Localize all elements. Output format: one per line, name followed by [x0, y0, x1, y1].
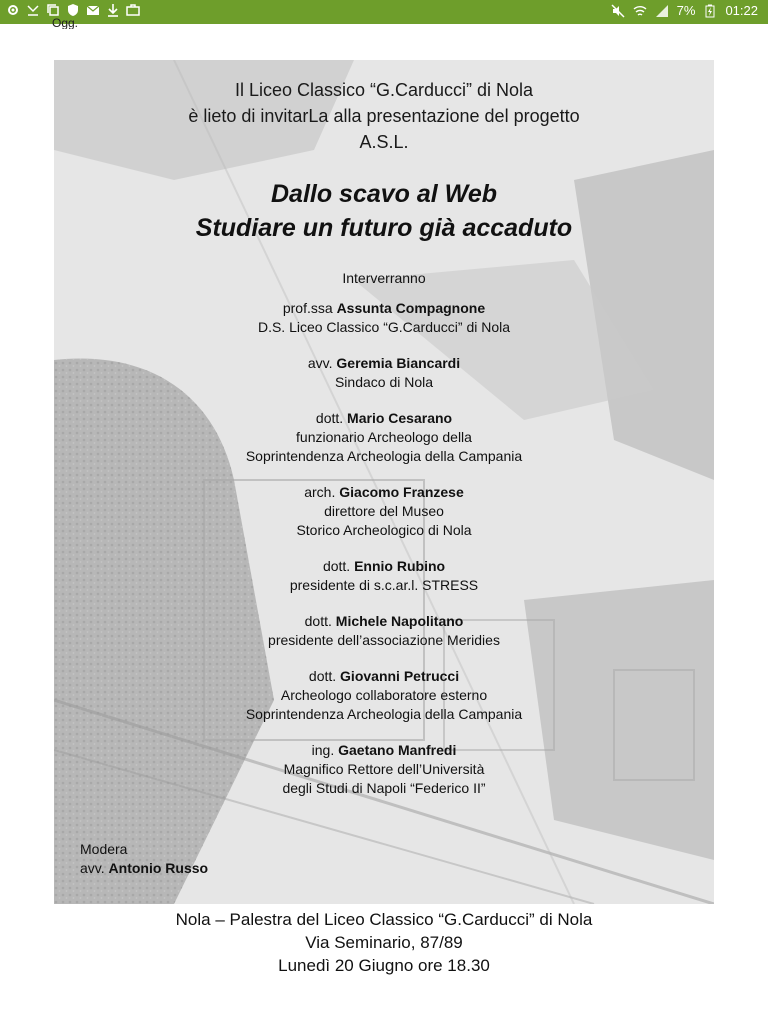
download-icon	[106, 3, 120, 17]
speaker-title: arch.	[304, 484, 336, 500]
speaker-name-line	[54, 483, 714, 502]
speaker-role: Sindaco di Nola	[334, 374, 434, 390]
status-right	[611, 3, 758, 18]
speaker-entry	[54, 557, 714, 595]
speaker-title: avv.	[307, 355, 333, 371]
speaker-role: Magnifico Rettore dell’Università	[283, 761, 485, 777]
speakers-list	[54, 269, 714, 798]
speaker-role: direttore del Museo	[324, 503, 444, 519]
speakers-lead: Interverranno	[342, 270, 426, 286]
speaker-title: prof.ssa	[282, 300, 333, 316]
speaker-role: degli Studi di Napoli “Federico II”	[282, 780, 486, 796]
mute-icon	[611, 4, 625, 18]
speaker-name: Michele Napolitano	[335, 613, 464, 629]
signal-icon	[655, 4, 669, 18]
speaker-name: Geremia Biancardi	[336, 355, 461, 371]
intro-text	[54, 77, 714, 155]
moderator-block	[80, 840, 208, 878]
speaker-name: Giacomo Franzese	[339, 484, 464, 500]
intro-line: è lieto di invitarLa alla presentazione del progetto	[188, 106, 580, 126]
speaker-entry	[54, 409, 714, 466]
wifi-icon	[633, 4, 647, 18]
notification-icons	[6, 3, 140, 17]
speaker-role: presidente di s.c.ar.l. STRESS	[289, 577, 479, 593]
shield-icon	[66, 3, 80, 17]
speaker-name-line	[54, 667, 714, 686]
speaker-role: funzionario Archeologo della	[296, 429, 472, 445]
speaker-name: Gaetano Manfredi	[338, 742, 457, 758]
speaker-entry	[54, 354, 714, 392]
project-title	[54, 177, 714, 245]
speaker-role: Soprintendenza Archeologia della Campania	[245, 448, 523, 464]
speaker-name: Giovanni Petrucci	[340, 668, 460, 684]
copy-icon	[46, 3, 60, 17]
speaker-name-line	[54, 557, 714, 576]
header-label: Ogg.	[52, 17, 79, 29]
speaker-name-line	[54, 354, 714, 373]
mail-icon	[86, 3, 100, 17]
event-venue: Nola – Palestra del Liceo Classico “G.Carducci” di Nola	[175, 910, 593, 929]
speaker-title: ing.	[311, 742, 335, 758]
speaker-title: dott.	[322, 558, 351, 574]
title-line: Studiare un futuro già accaduto	[195, 214, 573, 242]
speaker-title: dott.	[308, 668, 337, 684]
invitation-poster	[54, 60, 714, 904]
title-line: Dallo scavo al Web	[270, 180, 497, 208]
speaker-name-line	[54, 299, 714, 318]
event-address: Via Seminario, 87/89	[305, 933, 463, 952]
intro-line: A.S.L.	[359, 132, 409, 152]
clock: 01:22	[725, 3, 758, 18]
speaker-entry	[54, 612, 714, 650]
speaker-title: dott.	[315, 410, 344, 426]
speaker-role: presidente dell’associazione Meridies	[268, 632, 500, 648]
moderator-line	[80, 859, 208, 878]
moderator-label: Modera	[80, 841, 128, 857]
settings-icon	[6, 3, 20, 17]
event-details	[0, 908, 768, 977]
speaker-title: dott.	[304, 613, 332, 629]
briefcase-icon	[126, 3, 140, 17]
missed-call-icon	[26, 3, 40, 17]
battery-charging-icon	[703, 4, 717, 18]
moderator-name: Antonio Russo	[108, 860, 209, 876]
speaker-role: Soprintendenza Archeologia della Campania	[245, 706, 523, 722]
speaker-name: Assunta Compagnone	[336, 300, 486, 316]
speaker-role: Storico Archeologico di Nola	[296, 522, 472, 538]
speaker-name-line	[54, 409, 714, 428]
poster-content	[54, 60, 714, 815]
status-bar	[0, 0, 768, 24]
speaker-name-line	[54, 741, 714, 760]
speaker-entry	[54, 483, 714, 540]
speaker-role: Archeologo collaboratore esterno	[280, 687, 488, 703]
speaker-name: Mario Cesarano	[347, 410, 453, 426]
speaker-name: Ennio Rubino	[354, 558, 446, 574]
battery-percent: 7%	[676, 3, 696, 18]
speaker-name-line	[54, 612, 714, 631]
speaker-entry	[54, 741, 714, 798]
speaker-entry	[54, 667, 714, 724]
event-datetime: Lunedì 20 Giugno ore 18.30	[278, 956, 490, 975]
speaker-entry	[54, 299, 714, 337]
moderator-title: avv.	[80, 860, 105, 876]
intro-line: Il Liceo Classico “G.Carducci” di Nola	[234, 80, 534, 100]
speaker-role: D.S. Liceo Classico “G.Carducci” di Nola	[257, 319, 511, 335]
